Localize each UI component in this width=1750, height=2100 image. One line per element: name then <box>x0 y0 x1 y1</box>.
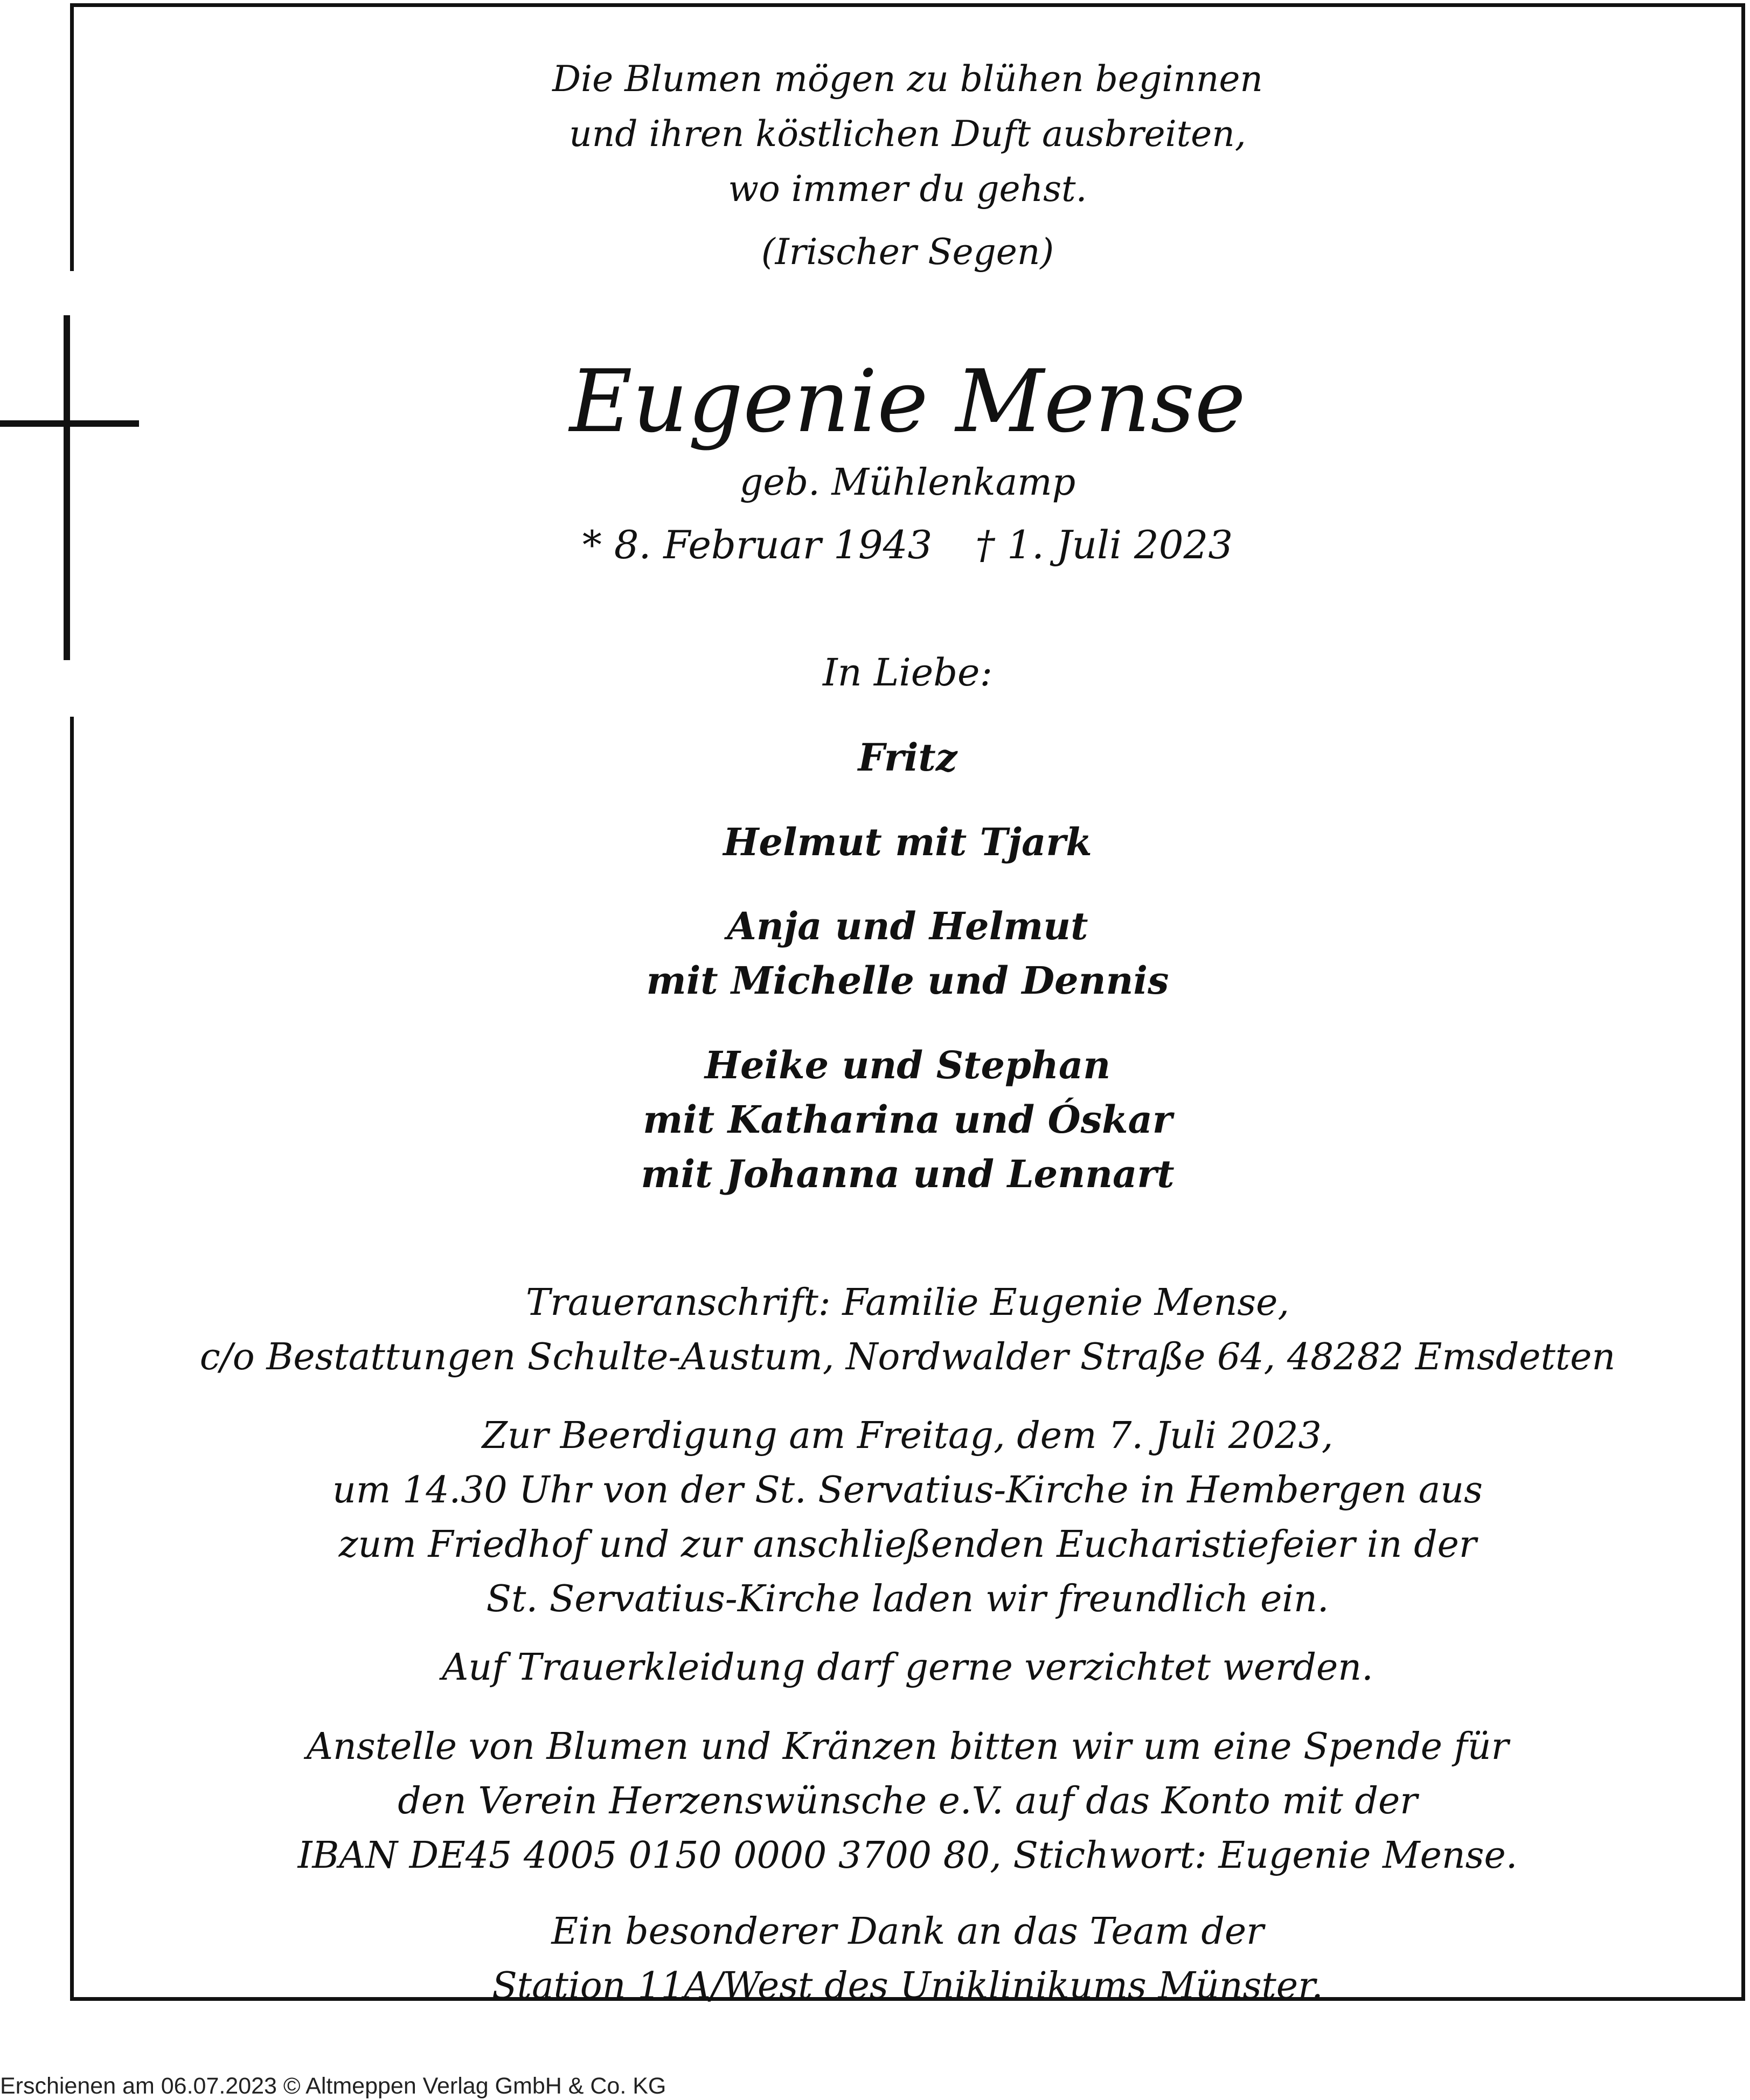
maiden-name: geb. Mühlenkamp <box>739 461 1076 504</box>
text-line: Traueranschrift: Familie Eugenie Mense, <box>525 1281 1290 1324</box>
poem <box>74 52 1741 217</box>
text-line: Station 11A/West des Uniklinikums Münster. <box>492 1965 1323 2007</box>
frame-border-top <box>70 3 1745 7</box>
text-line: St. Servatius-Kirche laden wir freundlich ein. <box>486 1578 1329 1620</box>
frame-border-left-upper <box>70 3 74 271</box>
text-line: c/o Bestattungen Schulte-Austum, Nordwalder Straße 64, 48282 Emsdetten <box>199 1336 1616 1378</box>
mourning-address <box>74 1276 1741 1384</box>
mourners-intro: In Liebe: <box>822 650 993 695</box>
mourner-line: Helmut mit Tjark <box>723 820 1092 864</box>
poem-line: wo immer du gehst. <box>728 168 1087 210</box>
death-date: † 1. Juli 2023 <box>975 522 1233 567</box>
text-line: zum Friedhof und zur anschließenden Eucharistiefeier in der <box>338 1523 1477 1566</box>
poem-line: Die Blumen mögen zu blühen beginnen <box>552 58 1263 100</box>
mourner-line: Heike und Stephan <box>704 1043 1111 1087</box>
poem-line: und ihren köstlichen Duft ausbreiten, <box>569 113 1246 155</box>
cross-vertical-bar <box>64 315 70 660</box>
mourner-line: mit Johanna und Lennart <box>641 1152 1175 1196</box>
mourner-line: Anja und Helmut <box>727 904 1088 948</box>
text-line: Auf Trauerkleidung darf gerne verzichtet werden. <box>442 1646 1373 1689</box>
text-line: um 14.30 Uhr von der St. Servatius-Kirche in Hembergen aus <box>332 1469 1483 1512</box>
mourner-group <box>74 730 1741 785</box>
poem-source: (Irischer Segen) <box>761 231 1054 273</box>
birth-date: * 8. Februar 1943 <box>582 522 933 567</box>
text-line: IBAN DE45 4005 0150 0000 3700 80, Stichwort: Eugenie Mense. <box>297 1834 1518 1877</box>
thanks-note <box>74 1904 1741 2013</box>
life-dates <box>74 517 1741 572</box>
mourner-group <box>74 899 1741 1008</box>
publication-footer: Erschienen am 06.07.2023 © Altmeppen Verlag GmbH & Co. KG <box>0 2073 666 2099</box>
mourner-line: mit Michelle und Dennis <box>646 958 1169 1003</box>
mourner-line: Fritz <box>858 735 957 780</box>
deceased-name: Eugenie Mense <box>569 351 1246 452</box>
text-line: den Verein Herzenswünsche e.V. auf das Konto mit der <box>398 1780 1418 1822</box>
mourner-line: mit Katharina und Óskar <box>643 1097 1172 1142</box>
mourner-group <box>74 815 1741 869</box>
frame-border-right <box>1741 3 1745 2001</box>
frame-border-left-lower <box>70 717 74 2001</box>
text-line: Anstelle von Blumen und Kränzen bitten wir um eine Spende für <box>306 1725 1509 1768</box>
funeral-invitation <box>74 1409 1741 1626</box>
mourner-group <box>74 1038 1741 1201</box>
dress-note <box>74 1640 1741 1695</box>
text-line: Ein besonderer Dank an das Team der <box>551 1910 1264 1953</box>
donation-request <box>74 1720 1741 1883</box>
text-line: Zur Beerdigung am Freitag, dem 7. Juli 2023, <box>482 1415 1334 1457</box>
